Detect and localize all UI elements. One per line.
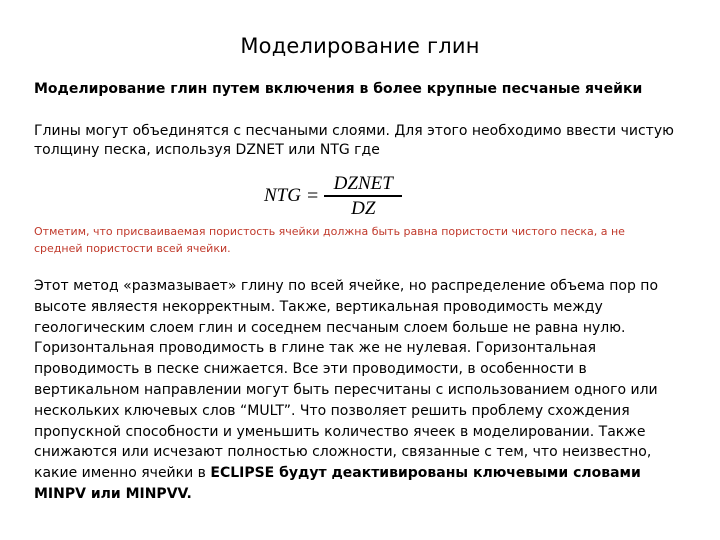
formula-denominator: DZ — [351, 197, 376, 219]
body-line: проводимость в песке снижается. Все эти проводимости, в особенности в — [34, 361, 587, 378]
body-line-regular-part: какие именно ячейки в — [34, 465, 211, 482]
intro-line: толщину песка, используя DZNET или NTG где — [34, 142, 380, 158]
porosity-note — [34, 223, 694, 257]
body-line: высоте являестя некорректным. Также, вертикальная проводимость между — [34, 298, 603, 315]
body-line: Этот метод «размазывает» глину по всей ячейке, но распределение объема пор по — [34, 278, 659, 294]
note-line: средней пористости всей ячейки. — [34, 242, 231, 255]
formula-fraction — [324, 174, 402, 218]
body-final-line: MINPV или MINPVV. — [34, 485, 192, 502]
body-line: Горизонтальная проводимость в глине так же не нулевая. Горизонтальная — [34, 340, 597, 357]
ntg-formula — [264, 174, 402, 218]
body-line: пропускной способности и уменьшить количество ячеек в моделировании. Также — [34, 423, 646, 440]
note-line: Отметим, что присваиваемая пористость ячейки должна быть равна пористости чистого песка, а не — [34, 225, 625, 238]
body-paragraph — [34, 276, 704, 505]
slide-title: Моделирование глин — [240, 34, 480, 58]
formula-lhs: NTG — [264, 185, 301, 206]
slide-subtitle: Моделирование глин путем включения в более крупные песчаные ячейки — [34, 81, 643, 97]
formula-numerator: DZNET — [333, 173, 393, 195]
intro-line: Глины могут объединятся с песчаными слоями. Для этого необходимо ввести чистую — [34, 123, 674, 139]
body-line: вертикальном направлении могут быть пересчитаны с использованием одного или — [34, 381, 658, 398]
body-line: нескольких ключевых слов “MULT”. Что позволяет решить проблему схождения — [34, 402, 630, 419]
formula-equals: = — [306, 184, 319, 207]
intro-paragraph — [34, 122, 699, 160]
body-line-mixed — [34, 463, 704, 484]
body-line-bold-part: ECLIPSE будут деактивированы ключевыми словами — [210, 465, 641, 482]
body-line: геологическим слоем глин и соседнем песчаным слоем больше не равна нулю. — [34, 319, 626, 336]
body-line: снижаются или исчезают полностью сложности, связанные с тем, что неизвестно, — [34, 444, 652, 461]
